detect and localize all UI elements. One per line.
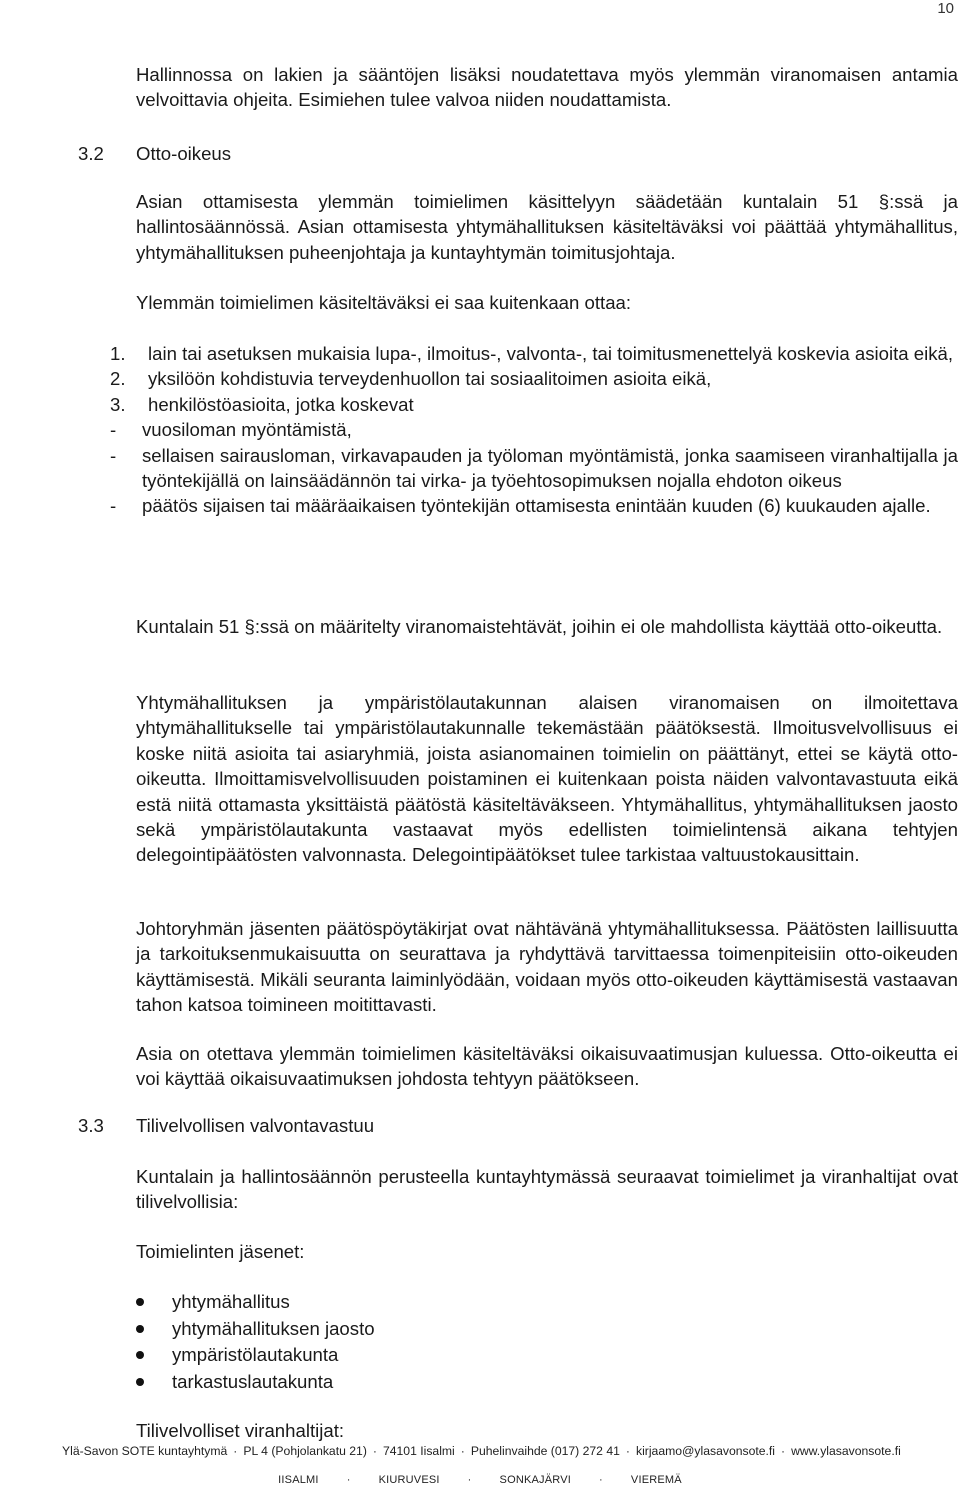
dash-text: vuosiloman myöntämistä,: [142, 419, 352, 441]
list-item: yhtymähallituksen jaosto: [136, 1316, 375, 1343]
footer-org: Ylä-Savon SOTE kuntayhtymä: [62, 1444, 228, 1458]
dash-item: [110, 493, 958, 518]
footer-contact: Ylä-Savon SOTE kuntayhtymä · PL 4 (Pohjolankatu 21) · 74101 Iisalmi · Puhelinvaihde (017) 272 41 · kirjaamo@ylasavonsote.fi · www.ylasavonsote.fi: [62, 1444, 901, 1458]
footer-towns: IISALMI · KIURUVESI · SONKAJÄRVI · VIEREMÄ: [278, 1474, 682, 1486]
footer-town: KIURUVESI: [378, 1474, 440, 1486]
list-item: tarkastuslautakunta: [136, 1369, 375, 1396]
otto-paragraph-2: Ylemmän toimielimen käsiteltäväksi ei saa kuitenkaan ottaa:: [136, 292, 632, 313]
list-item: [110, 366, 958, 391]
dash-text: päätös sijaisen tai määräaikaisen työntekijän ottamisesta enintään kuuden (6) kuukauden ajalle.: [142, 495, 931, 517]
page-number: 10: [937, 0, 954, 17]
section-number: 3.2: [78, 143, 104, 164]
list-item: yhtymähallitus: [136, 1289, 375, 1316]
dash-text: sellaisen sairausloman, virkavapauden ja työloman myöntämistä, jonka saamiseen viranhaltijalla ja työntekijällä on lainsäädännön tai virka- ja työehtosopimuksen nojalla ehdoton oikeus: [142, 444, 958, 492]
otto-paragraph-4: Yhtymähallituksen ja ympäristölautakunnan alaisen viranomaisen on ilmoitettava yhtymähallitukselle tai ympäristölautakunnalle tekemästään päätöksestä. Ilmoitusvelvollisuus ei koske niitä asioita tai asiaryhmiä, joista asianomainen toimielin on päättänyt, ettei se käytä otto-oikeutta. Ilmoittamisvelvollisuuden poistaminen ei kuitenkaan poista näiden valvontavastuuta eikä estä niitä ottamasta yksittäistä päätöstä käsiteltäväkseen. Yhtymähallitus, yhtymähallituksen jaosto sekä ympäristölautakunta vastaavat myös edellisten toimielintensä aikana tehtyjen delegointipäätösten valvonnasta. Delegointipäätökset tulee tarkistaa valtuustokausittain.: [136, 692, 958, 866]
otto-paragraph-5: Johtoryhmän jäsenten päätöspöytäkirjat ovat nähtävänä yhtymähallituksessa. Päätösten laillisuutta ja tarkoituksenmukaisuutta on seurattava ja ryhdyttävä tarvittaessa toimenpiteisiin otto-oikeuden käyttämisestä. Mikäli seuranta laiminlyödään, voidaan myös otto-oikeuden käyttämisestä vastaavan tahon katsoa toimineen moitittavasti.: [136, 918, 958, 1016]
dash-marker: -: [110, 495, 117, 517]
footer-postal: 74101 Iisalmi: [382, 1444, 455, 1458]
bullet-icon: [136, 1298, 144, 1306]
dash-item: [110, 443, 958, 494]
dash-marker: -: [110, 444, 117, 466]
list-number: 2.: [110, 368, 126, 390]
dash-list: [110, 417, 958, 519]
list-text: lain tai asetuksen mukaisia lupa-, ilmoitus-, valvonta-, tai toimitusmenettelyä koskevia asioita eikä,: [148, 343, 954, 364]
dash-item: [110, 417, 958, 442]
section-title: Otto-oikeus: [136, 143, 232, 164]
accountability-paragraph: Kuntalain ja hallintosäännön perusteella kuntayhtymässä seuraavat toimielimet ja viranhaltijat ovat tilivelvollisia:: [136, 1166, 958, 1213]
section-number: 3.3: [78, 1115, 104, 1136]
footer-town: VIEREMÄ: [630, 1474, 682, 1486]
intro-paragraph: Hallinnossa on lakien ja sääntöjen lisäksi noudatettava myös ylemmän viranomaisen antamia velvoittavia ohjeita. Esimiehen tulee valvoa niiden noudattamista.: [136, 64, 958, 111]
bullet-icon: [136, 1325, 144, 1333]
footer-town: SONKAJÄRVI: [499, 1474, 572, 1486]
list-text: yksilöön kohdistuvia terveydenhuollon tai sosiaalitoimen asioita eikä,: [148, 368, 712, 390]
list-text: henkilöstöasioita, jotka koskevat: [148, 393, 414, 415]
footer-web[interactable]: www.ylasavonsote.fi: [791, 1444, 901, 1458]
list-item: [110, 392, 958, 519]
dash-marker: -: [110, 419, 117, 441]
otto-paragraph-6: Asia on otettava ylemmän toimielimen käsiteltäväksi oikaisuvaatimusjan kuluessa. Otto-oikeutta ei voi käyttää oikaisuvaatimuksen johdosta tehtyyn päätökseen.: [136, 1043, 958, 1090]
members-heading: Toimielinten jäsenet:: [136, 1241, 305, 1262]
restriction-list: [110, 341, 958, 519]
otto-paragraph-1: Asian ottamisesta ylemmän toimielimen käsittelyyn säädetään kuntalain 51 §:ssä ja hallintosäännössä. Asian ottamisesta yhtymähallituksen käsiteltäväksi voi päättää yhtymähallitus, yhtymähallituksen puheenjohtaja ja kuntayhtymän toimitusjohtaja.: [136, 191, 958, 263]
footer-town: IISALMI: [278, 1474, 319, 1486]
bullet-icon: [136, 1378, 144, 1386]
footer-phone: Puhelinvaihde (017) 272 41: [470, 1444, 620, 1458]
members-list: [136, 1289, 375, 1395]
footer-email[interactable]: kirjaamo@ylasavonsote.fi: [635, 1444, 776, 1458]
list-number: 3.: [110, 393, 126, 415]
list-item: [110, 341, 958, 366]
otto-paragraph-3: Kuntalain 51 §:ssä on määritelty viranomaistehtävät, joihin ei ole mahdollista käyttää otto-oikeutta.: [136, 616, 943, 637]
bullet-icon: [136, 1351, 144, 1359]
section-title: Tilivelvollisen valvontavastuu: [136, 1115, 375, 1136]
footer-address: PL 4 (Pohjolankatu 21): [243, 1444, 367, 1458]
list-item: ympäristölautakunta: [136, 1342, 375, 1369]
officials-heading: Tilivelvolliset viranhaltijat:: [136, 1420, 345, 1441]
list-number: 1.: [110, 343, 126, 364]
